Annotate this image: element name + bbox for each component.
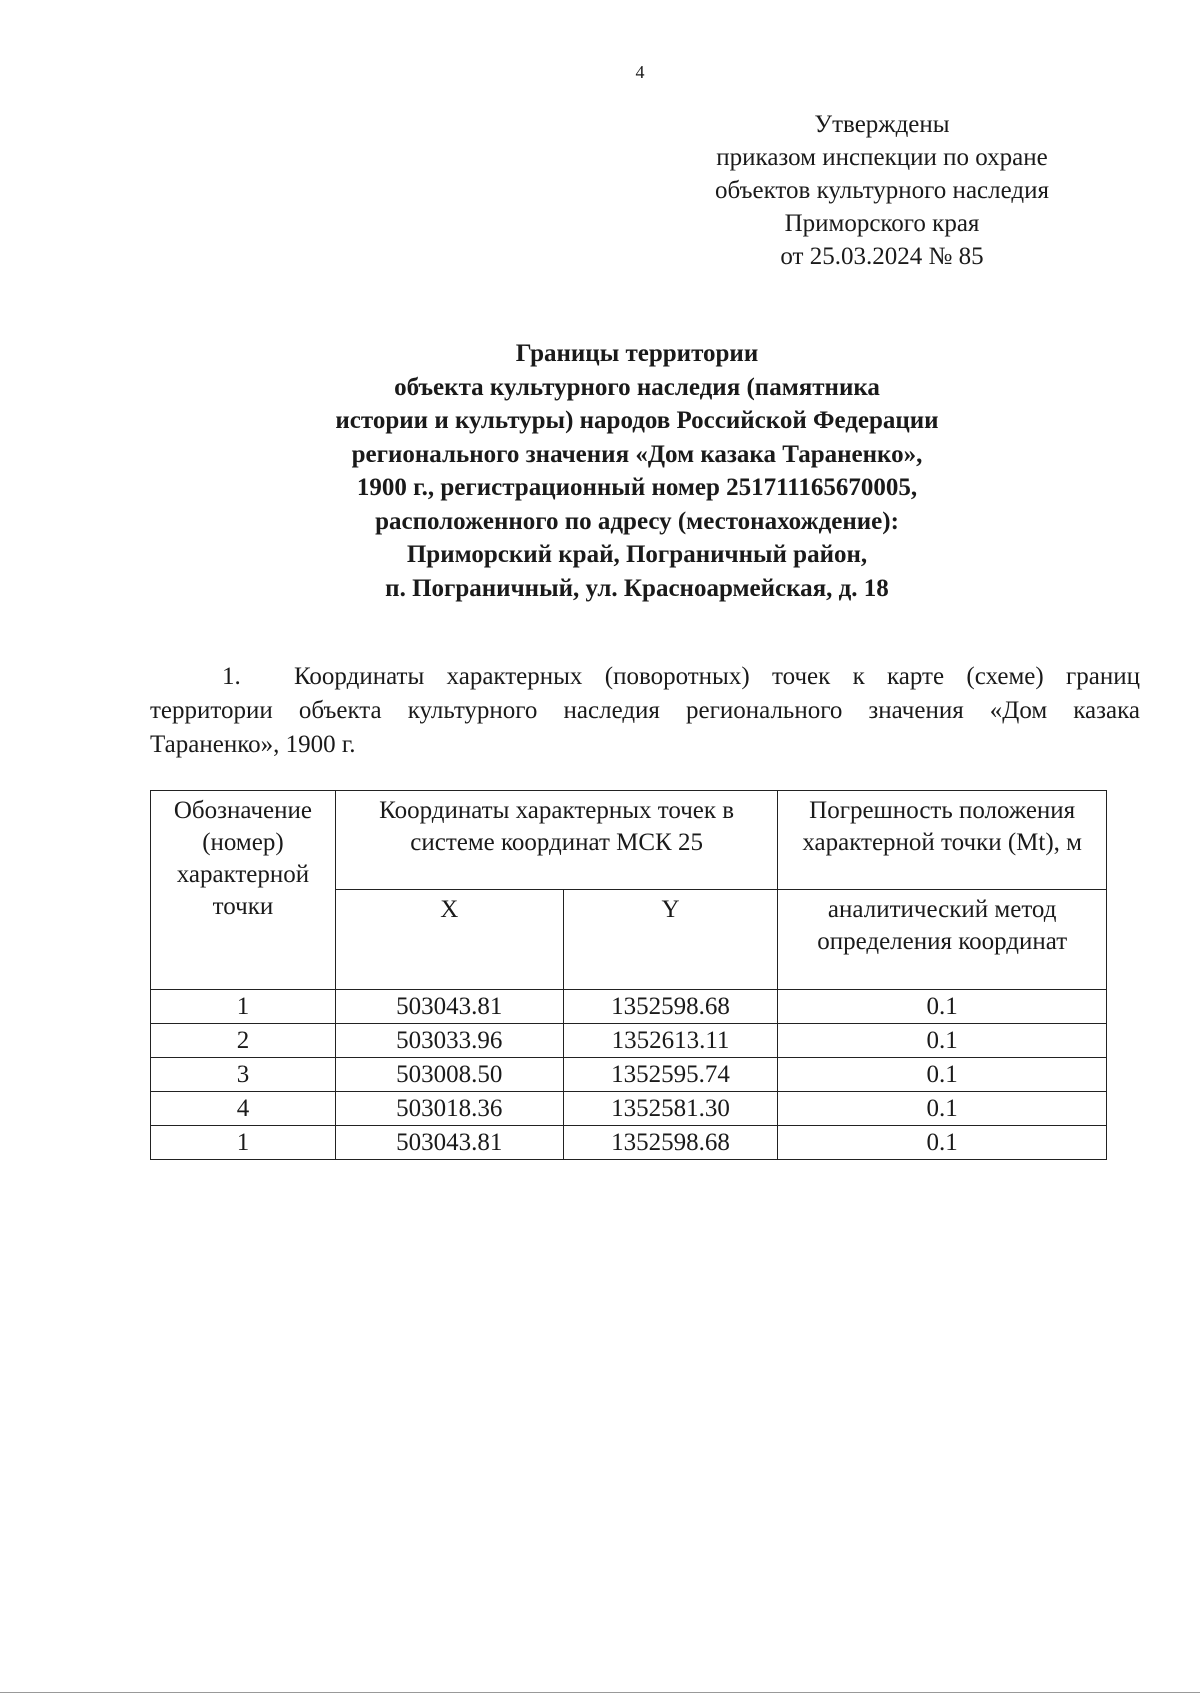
cell-mt: 0.1 — [778, 1126, 1107, 1160]
paragraph-number: 1. — [222, 663, 241, 690]
cell-x: 503043.81 — [335, 990, 563, 1024]
paragraph-line: территории объекта культурного наследия регионального значения «Дом казака — [150, 697, 1140, 724]
section-paragraph — [150, 660, 1140, 762]
cell-point: 4 — [151, 1092, 336, 1126]
approval-line: объектов культурного наследия — [715, 177, 1049, 204]
approval-line: Утверждены — [814, 111, 950, 138]
approval-line: Приморского края — [784, 210, 980, 237]
cell-y: 1352598.68 — [563, 990, 778, 1024]
cell-mt: 0.1 — [778, 990, 1107, 1024]
title-line: расположенного по адресу (местонахождение): — [375, 507, 899, 535]
title-line: Границы территории — [515, 340, 759, 367]
cell-point: 2 — [151, 1024, 336, 1058]
cell-x: 503043.81 — [335, 1126, 563, 1160]
page-number: 4 — [635, 62, 645, 82]
cell-y: 1352613.11 — [563, 1024, 778, 1058]
approval-line: приказом инспекции по охране — [716, 144, 1048, 171]
header-method: аналитический метод определения координат — [778, 890, 1107, 990]
scan-edge-divider — [0, 1692, 1200, 1693]
paragraph-text: Координаты характерных (поворотных) точек к карте (схеме) границ — [294, 663, 1140, 690]
cell-point: 1 — [151, 1126, 336, 1160]
cell-point: 3 — [151, 1058, 336, 1092]
document-title — [150, 337, 1124, 605]
title-line: п. Пограничный, ул. Красноармейская, д. 18 — [385, 574, 889, 602]
cell-mt: 0.1 — [778, 1058, 1107, 1092]
cell-y: 1352581.30 — [563, 1092, 778, 1126]
header-x: X — [335, 890, 563, 990]
header-point-designation: Обозначение (номер) характерной точки — [151, 791, 336, 990]
table-row — [151, 990, 1107, 1024]
cell-x: 503018.36 — [335, 1092, 563, 1126]
title-line: 1900 г., регистрационный номер 251711165670005, — [356, 474, 918, 501]
table-row — [151, 1024, 1107, 1058]
approval-line: от 25.03.2024 № 85 — [780, 243, 984, 270]
table-row — [151, 1126, 1107, 1160]
approval-block — [682, 108, 1082, 273]
cell-x: 503033.96 — [335, 1024, 563, 1058]
coordinates-table — [150, 790, 1107, 1160]
table-row — [151, 1058, 1107, 1092]
cell-x: 503008.50 — [335, 1058, 563, 1092]
table-header-row — [151, 791, 1107, 890]
header-coordinates: Координаты характерных точек в системе координат МСК 25 — [335, 791, 777, 890]
title-line: Приморский край, Пограничный район, — [406, 541, 868, 568]
header-accuracy: Погрешность положения характерной точки (Mt), м — [778, 791, 1107, 890]
cell-y: 1352598.68 — [563, 1126, 778, 1160]
title-line: регионального значения «Дом казака Тараненко», — [351, 440, 923, 468]
header-y: Y — [563, 890, 778, 990]
title-line: истории и культуры) народов Российской Федерации — [335, 407, 939, 434]
cell-mt: 0.1 — [778, 1092, 1107, 1126]
cell-y: 1352595.74 — [563, 1058, 778, 1092]
table-row — [151, 1092, 1107, 1126]
paragraph-line — [150, 660, 1140, 694]
title-line: объекта культурного наследия (памятника — [394, 373, 880, 401]
cell-point: 1 — [151, 990, 336, 1024]
paragraph-line: Тараненко», 1900 г. — [150, 731, 356, 758]
cell-mt: 0.1 — [778, 1024, 1107, 1058]
